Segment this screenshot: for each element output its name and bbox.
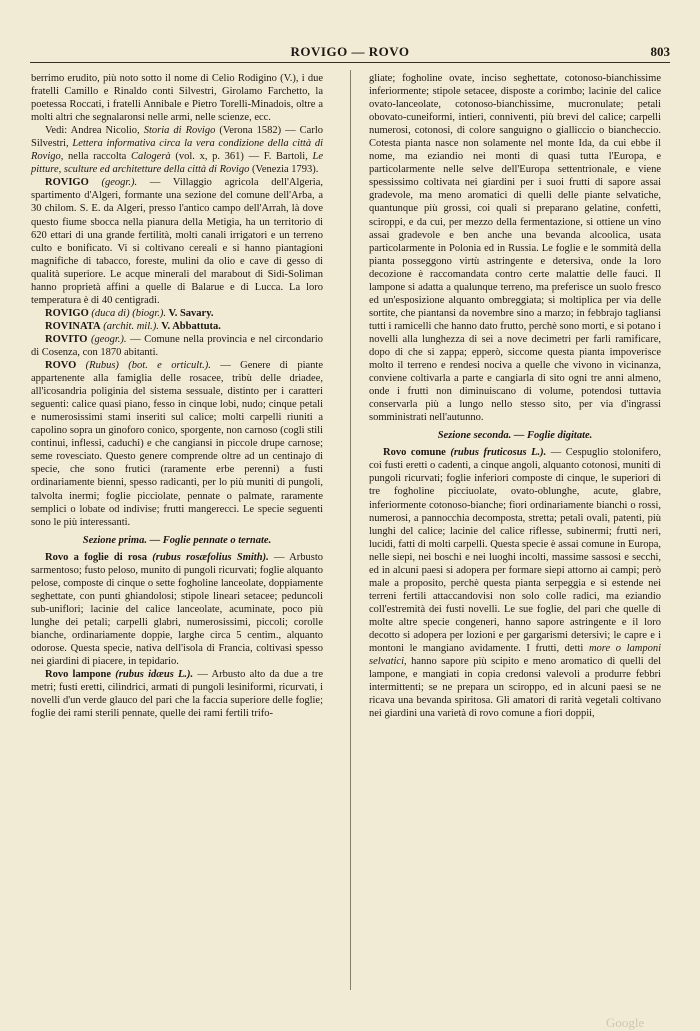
page-number: 803 [650, 44, 670, 59]
bib-title: Lettera informativa circa la vera condizione della città di Rovigo [31, 138, 323, 163]
bibliography-entry [31, 124, 323, 176]
entry-headword: ROVIGO [45, 307, 89, 319]
entry-body: — Arbusto sarmentoso; fusto peloso, munito di pungoli ricurvati; foglie alquanto pelose, composte di cinque o sette fogholine lanceolate, doppiamente seghettate, con punti ghiandolosi; stipole lineari setacee; peduncoli sub-uniflori; lacinie del calice lanceolate, acuminate, poco più lunghe dei petali; carpelli glabri, numerosissimi, piccoli; corolle bianche, ordinariamente doppie, larghe circa 5 centim., alquanto odorose. Questa specie, nativa dell'isola di Francia, coltivasi spesso nei giardini di piacere, in tepidario. [31, 551, 323, 668]
section-heading: Sezione seconda. — Foglie digitate. [437, 430, 593, 442]
bib-text: (Verona 1582) — Carlo Silvestri, [31, 125, 323, 150]
entry-continuation: berrimo erudito, più noto sotto il nome di Celio Rodigino (V.), i due fratelli Camillo e Rinaldo conti Silvestri, Girolamo Farchetto, la poetessa Roccati, i fratelli Annibale e Pietro Torelli-Minadois, oltre a molti altri che segnalaronsi nelle armi, nelle scienze, ecc. [31, 73, 323, 124]
entry-tag: (rubus fruticosus L.). [445, 447, 547, 459]
right-column [369, 72, 661, 720]
entry-headword: ROVITO [45, 333, 88, 345]
entry-rovo-foglie-rosa [31, 551, 323, 668]
entry-rovigo-duca [31, 307, 323, 320]
entry-body: V. Savary. [166, 307, 214, 319]
entry-tag: (geogr.). [88, 177, 138, 189]
section-heading: Sezione prima. — Foglie pennate o ternate. [82, 534, 272, 546]
entry-italic: more o lamponi selvatici [369, 643, 661, 668]
page-header [30, 40, 670, 62]
running-head: ROVIGO — ROVO [290, 44, 410, 59]
entry-headword: ROVIGO [45, 177, 89, 189]
entry-rovigo-geogr [31, 176, 323, 306]
entry-tag: (Rubus) (bot. e orticult.). [76, 360, 211, 372]
entry-rovo-lampone [31, 668, 323, 720]
entry-headword: Rovo a foglie di rosa [45, 551, 147, 563]
entry-continuation: gliate; fogholine ovate, inciso seghettate, cotonoso-bianchissime inferiormente; stipole setacee, disposte a corimbo; lacinie del calice ovato-lanceolate, cotonoso-bianchissime, mucronulate; petali obovato-cuneiformi, intieri, conniventi, più brevi del calice; carpelli numerosi, cotonosi, di colore sanguigno o gialliccio o biancheccio. Cotesta pianta nasce non solamente nel monte Ida, da cui ebbe il nome, ma eziandio nei monti di quasi tutta l'Europa, e particolarmente nelle selve dell'Europa settentrionale, e viene spessissimo coltivata nei giardini per i suoi frutti di sapore assai gradevole, ma meno aromatici di quelli delle piante selvatiche, quantunque più grossi, coi quali si preparano gelatine, confetti, sciroppi, e da cui, per mezzo della fermentazione, si ottiene un vino assai gradevole e ben anche una bevanda alcoolica, usata particolarmente in Polonia ed in Russia. Le foglie e le sommità della pianta posseggono virtù astringente e detersiva, onde la loro decozione è raccomandata contro certe malattie delle fauci. Il lampone si adatta a qualunque terreno, ma preferisce un suolo fresco ed un'esposizione alquanto ombreggiata; si moltiplica per via delle sortite, che piantansi da novembre sino a marzo; in febbrajo tagliansi tutti i ramicelli che hanno dato frutto, perchè sono morti, e si potano i novelli alla lunghezza di sei a nove decimetri per farli ramificare, dopo di che si zappa; epperò, siccome questa pianta impoverisce molto il terreno e rendesi nociva a quelle che vivono in vicinanza, conviene coltivarla a parte e cangiarla di sito ogni tre anni almeno, onde i frutti non diminuiscano di volume, potendosi tuttavia conservarla più a lungo nello stesso sito, per via d'ingrassi somministrati nell'autunno. [369, 73, 661, 424]
left-column [31, 72, 323, 720]
entry-tag: (duca di) (biogr.). [88, 307, 167, 319]
bib-title: Le pitture, sculture ed architetture della città di Rovigo [31, 151, 323, 176]
entry-headword: ROVINATA [45, 320, 101, 332]
bib-text: (vol. x, p. 361) — F. Bartoli, [170, 151, 313, 163]
entry-body: — Cespuglio stolonifero, coi fusti eretti o cadenti, a cinque angoli, alquanto cotonosi, muniti di pungoli ricurvati; foglie inferiori composte di cinque, le superiori di tre fogholine picciuolate, ovato-oblunghe, acute, glabre, inferiormente cotonoso-bianche; fiori ordinariamente bianchi o rossi, numerosi, a pannocchia decomposta, stretta; petali ovali, patenti, più lunghi del calice; lacinie del calice riflesse, subinermi; frutti neri, lucidi, fatti di molti carpelli. Questa specie è assai comune in Europa, nelle siepi, nei boschi e nei luoghi incolti, massime sassosi e secchi, ed in alcuni paesi si adopera per formare siepi attorno ai campi; però male a proposito, perchè questa pianta serpeggia e si estende nei terreni fertili attaccandovisi non solo colle radici, ma eziandio coll'estremità dei fusti novelli. Le sue foglie, del pari che quelle di molte altre specie congeneri, hanno sapore astringente e il loro decotto si adopera per lozioni e per gargarismi detersivi; le capre e i montoni le mangiano avidamente. I frutti, detti [369, 447, 661, 655]
bib-title: Storia di Rovigo [143, 125, 216, 137]
entry-rovo [31, 359, 323, 529]
header-rule [30, 62, 670, 63]
entry-body: , hanno sapore più scipito e meno aromatico di quelli del lampone, e mangiati in copia credonsi valevoli a produrre febbri intermittenti; se ne prepara un sciroppo, ed in alcuni paesi se ne ricava una bevanda spiritosa. Gli amatori di rarità vegetali coltivano nei giardini una varietà di rovo comune a fiori doppii, [369, 656, 661, 720]
entry-tag: (archit. mil.). [100, 320, 159, 332]
entry-headword: Rovo lampone [45, 669, 112, 681]
bib-text: , nella raccolta [60, 151, 132, 163]
entry-rovo-comune [369, 446, 661, 720]
bib-title: Calogerà [131, 151, 171, 163]
entry-tag: (rubus idæus L.). [111, 669, 194, 681]
entry-body: — Genere di piante appartenente alla famiglia delle rosacee, tribù delle driadee, all'icosandria poliginia del sistema sessuale, distinto per i caratteri seguenti: calice quasi piano, fesso in cinque lobi, nudo; cinque petali e numerosissimi stami inseriti sul calice; molti carpelli riuniti a capolino sopra un ginoforo conico, sporgente, non carnoso (cogli stili continui, inflessi, caduchi) e che cangiansi in piccole drupe carnose; seme rovesciato. Questo genere comprende oltre ad un centinajo di specie, che sono frutici (raramente erbe perenni) a fusti ordinariamente bienni, spesso radicanti, per lo più muniti di pungoli, talvolta inermi; foglie picciolate, pennate o palmate, raramente semplici o lobate od indivise; frutti mangerecci. Le specie seguenti sono le più interessanti. [31, 360, 324, 528]
entry-headword: Rovo comune [383, 447, 446, 459]
column-divider [350, 70, 351, 990]
bib-text: (Venezia 1793). [249, 164, 319, 176]
bib-text: Vedi: Andrea Nicolio, [45, 125, 144, 137]
watermark: Google [606, 1015, 645, 1030]
entry-headword: ROVO [45, 360, 77, 372]
entry-rovinata [31, 320, 323, 333]
entry-rovito [31, 333, 323, 359]
entry-tag: (rubus rosæfolius Smith). [146, 551, 269, 563]
entry-body: — Comune nella provincia e nel circondario di Cosenza, con 1870 abitanti. [31, 333, 324, 358]
entry-body: — Arbusto alto da due a tre metri; fusti eretti, cilindrici, armati di pungoli lesiniformi, ricurvati, i novelli d'un verde glauco del pari che la faccia superiore delle foglie; foglie dei rami sterili pennate, quelle dei rami fertili trifo- [31, 669, 323, 720]
entry-body: — Villaggio agricola dell'Algeria, spartimento d'Algeri, formante una sezione del comune dell'Arba, a 30 chilom. S. E. da Algeri, presso l'antico campo dell'Arrah, là dove questo fiume sbocca nella pianura della Metigia, ha un territorio di 620 ettari di una grande fertilità, molti canali irrigatori e un terreno culto e bonificato. Vi si coltivano cereali e si hanno piantagioni magnifiche di tabacco, foreste, mulini da olio e cave di gesso di qualità superiore. Le acque minerali del marabout di Sidi-Soliman hanno proprietà affini a quelle di Balarue e di Lucca. La loro temperatura è di 40 centigradi. [31, 177, 323, 306]
entry-body: V. Abbattuta. [158, 320, 221, 332]
entry-tag: (geogr.). [87, 333, 127, 345]
